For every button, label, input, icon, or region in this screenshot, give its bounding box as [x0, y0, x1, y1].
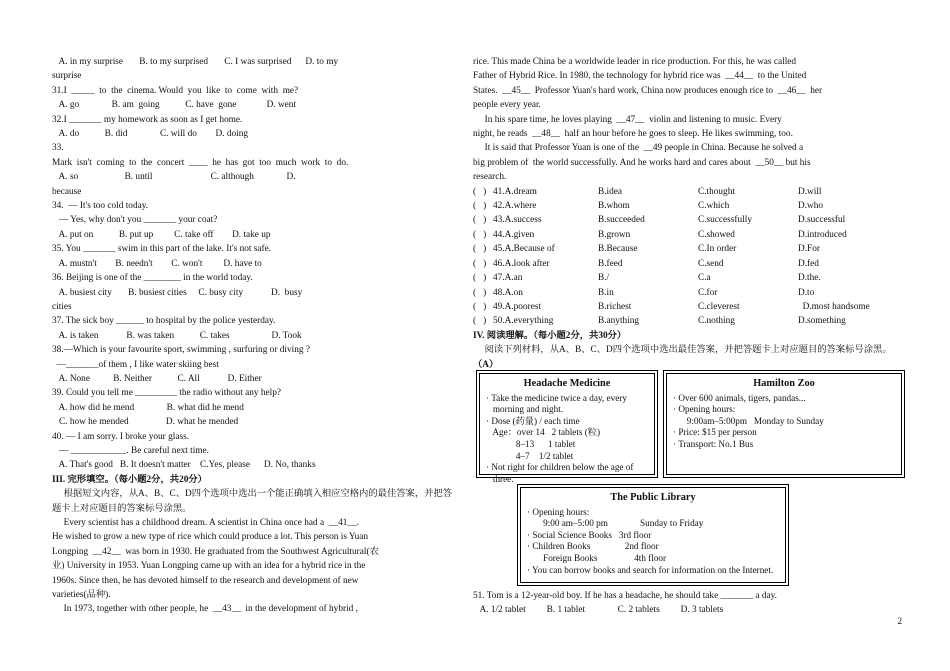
option-choice: 45.A.Because of [493, 244, 555, 255]
answer-bracket: ( ) [473, 229, 487, 240]
answer-bracket: ( ) [473, 316, 487, 327]
option-choice: C.showed [698, 229, 735, 240]
answer-bracket: ( ) [473, 186, 487, 197]
notice-line: 4–7 1/2 tablet [486, 450, 574, 461]
passage-line: 业) University in 1953. Yuan Longping came up with an idea for a hybrid rice in the [52, 561, 366, 572]
section4-heading: IV. 阅读理解。（每小题2分，共30分） [473, 330, 627, 341]
option-choice: D.successful [798, 215, 846, 226]
option-choice: D.something [798, 316, 846, 327]
question-51 [473, 589, 777, 618]
question-line: cities [52, 301, 72, 312]
right-column [473, 55, 903, 372]
notice-line: 8–13 1 tablet [486, 438, 576, 449]
notice-line: · Children Books 2nd floor [527, 541, 659, 552]
passage-line: night, he reads __48__ half an hour before he goes to sleep. He likes swimming, too. [473, 129, 793, 140]
question-line: 38.—Which is your favourite sport, swimming , surfuring or diving ? [52, 345, 310, 356]
passage-line: research. [473, 172, 507, 183]
answer-bracket: ( ) [473, 287, 487, 298]
option-choice: D.will [798, 186, 822, 197]
option-choice: C.which [698, 201, 730, 212]
option-choice: C.thought [698, 186, 735, 197]
passage-line: 1960s. Since then, he has devoted himself to the research and development of new [52, 575, 359, 586]
question-line: A. how did he mend B. what did he mend [52, 402, 244, 413]
reading-label: （A） [473, 359, 499, 370]
notice-line: 9:00am–5:00pm Monday to Sunday [673, 415, 824, 426]
option-choice: D.introduced [798, 229, 847, 240]
option-choice: 46.A.look after [493, 258, 550, 269]
option-choice: 44.A.given [493, 229, 535, 240]
passage-line: rice. This made China be a worldwide leader in rice production. For this, he was called [473, 57, 797, 67]
option-choice: 47.A.an [493, 273, 523, 284]
cloze-options [473, 185, 903, 329]
option-choice: 42.A.where [493, 201, 537, 212]
option-row [473, 242, 903, 256]
option-row [473, 257, 903, 271]
notice-line: · You can borrow books and search for information on the Internet. [527, 564, 774, 575]
passage-line: In his spare time, he loves playing __47__ violin and listening to music. Every [473, 114, 782, 125]
option-choice: B.idea [598, 186, 623, 197]
notice-line: · Dose (药量) / each time [486, 415, 580, 426]
question-line: A. go B. am going C. have gone D. went [52, 100, 297, 111]
passage-line: Every scientist has a childhood dream. A scientist in China once had a __41__. [52, 518, 359, 528]
passage-line: varieties(品种). [52, 590, 111, 601]
option-row [473, 286, 903, 300]
passage-line: It is said that Professor Yuan is one of the __49 people in China. Because he solved a [473, 143, 804, 154]
option-choice: C.cleverest [698, 301, 740, 312]
option-choice: 49.A.poorest [493, 301, 542, 312]
question-line: A. so B. until C. although D. [52, 172, 296, 183]
option-choice: B.whom [598, 201, 630, 212]
passage-line: people every year. [473, 100, 541, 111]
medicine-notice [479, 373, 655, 484]
question-line: A. is taken B. was taken C. takes D. Took [52, 330, 302, 341]
option-row [473, 199, 903, 213]
question-line: A. put on B. put up C. take off D. take up [52, 229, 271, 240]
answer-bracket: ( ) [473, 201, 487, 212]
passage-right [473, 55, 903, 185]
option-row [473, 300, 903, 314]
passage-line: States. __45__ Professor Yuan's hard work, China now produces enough rice to __46__ her [473, 85, 823, 96]
notice-line: · Over 600 animals, tigers, pandas... [673, 392, 806, 403]
question-line: A. busiest city B. busiest cities C. busy city D. busy [52, 287, 303, 298]
option-choice: C.nothing [698, 316, 735, 327]
option-choice: 50.A.everything [493, 316, 554, 327]
section3-heading: III. 完形填空。（每小题2分，共20分） [52, 474, 207, 485]
zoo-title: Hamilton Zoo [753, 378, 815, 389]
question-line: — Yes, why don't you _______ your coat? [52, 215, 218, 226]
library-lines [527, 507, 785, 577]
question-line: surprise [52, 71, 82, 82]
option-choice: C.successfully [698, 215, 752, 226]
library-title: The Public Library [610, 492, 696, 503]
passage-line: He wished to grow a new type of rice which could produce a lot. This person is Yuan [52, 532, 369, 543]
notice-line: Foreign Books 4th floor [527, 552, 667, 563]
notice-line: · Transport: No.1 Bus [673, 438, 754, 449]
question-51-options: A. 1/2 tablet B. 1 tablet C. 2 tablets D. 3 tablets [473, 605, 724, 616]
option-row [473, 314, 903, 328]
answer-bracket: ( ) [473, 258, 487, 269]
option-row [473, 271, 903, 285]
notice-line: · Not right for children below the age of [486, 462, 634, 473]
option-choice: B.succeeded [598, 215, 645, 226]
option-choice: 41.A.dream [493, 186, 537, 197]
medicine-title: Headache Medicine [523, 378, 611, 389]
question-line: 32.I _______ my homework as soon as I get home. [52, 114, 243, 125]
option-choice: C.In order [698, 244, 737, 255]
option-choice: D.most handsome [798, 301, 870, 312]
answer-bracket: ( ) [473, 244, 487, 255]
question-line: 39. Could you tell me _________ the radio without any help? [52, 388, 282, 399]
option-choice: C.for [698, 287, 718, 298]
question-line: 36. Beijing is one of the ________ in the world today. [52, 273, 253, 284]
option-row [473, 213, 903, 227]
option-row [473, 185, 903, 199]
question-line: because [52, 186, 82, 197]
question-list [52, 55, 457, 473]
option-choice: C.send [698, 258, 724, 269]
option-choice: 43.A.success [493, 215, 542, 226]
question-line: 40. — I am sorry. I broke your glass. [52, 431, 190, 442]
option-choice: B.Because [598, 244, 638, 255]
passage-line: Longping __42__ was born in 1930. He graduated from the Southwest Agricultural(农 [52, 546, 379, 557]
option-choice: B.feed [598, 258, 623, 269]
question-line: Mark isn't coming to the concert ____ he has got too much work to do. [52, 157, 349, 168]
question-line: A. in my surprise B. to my surprised C. I was surprised D. to my [52, 57, 339, 67]
question-line: A. None B. Neither C. All D. Either [52, 373, 262, 384]
question-line: — ____________. Be careful next time. [52, 445, 209, 456]
option-row [473, 228, 903, 242]
question-51-stem: 51. Tom is a 12-year-old boy. If he has a headache, he should take _______ a day. [473, 591, 777, 601]
answer-bracket: ( ) [473, 273, 487, 284]
question-line: 35. You _______ swim in this part of the lake. It's not safe. [52, 244, 272, 255]
question-line: A. do B. did C. will do D. doing [52, 129, 249, 140]
zoo-notice [666, 373, 902, 475]
zoo-lines [673, 393, 901, 451]
page-number: 2 [897, 616, 902, 626]
section3-instruction: 根据短文内容，从A、B、C、D四个选项中选出一个能正确填入相应空格内的最佳答案，并把答 [52, 489, 453, 500]
notice-line: · Price: $15 per person [673, 427, 757, 438]
passage-left [52, 516, 457, 617]
notice-line: · Opening hours: [527, 506, 590, 517]
option-choice: D.who [798, 201, 824, 212]
option-choice: B.anything [598, 316, 640, 327]
notice-line: 9:00 am–5:00 pm Sunday to Friday [527, 518, 704, 529]
section4-instruction: 阅读下列材料，从A、B、C、D四个选项中选出最佳答案，并把答题卡上对应题目的答案标号涂黑。 [473, 345, 892, 356]
passage-line: Father of Hybrid Rice. In 1980, the technology for hybrid rice was __44__ to the United [473, 71, 807, 82]
option-choice: B./ [598, 273, 610, 284]
question-line: —_______of them , I like water skiing best [52, 359, 219, 370]
medicine-lines [486, 393, 654, 486]
option-choice: D.to [798, 287, 815, 298]
option-choice: C.a [698, 273, 711, 284]
option-choice: 48.A.on [493, 287, 523, 298]
option-choice: D.fed [798, 258, 819, 269]
left-column [52, 55, 457, 617]
question-line: 33. [52, 143, 64, 154]
notice-line: morning and night. [486, 404, 564, 415]
option-choice: D.the. [798, 273, 821, 284]
notice-line: · Social Science Books 3rd floor [527, 529, 652, 540]
passage-line: In 1973, together with other people, he __43__ in the development of hybrid , [52, 604, 358, 615]
section3-instruction-cont: 题卡上对应题目的答案标号涂黑。 [52, 503, 192, 514]
passage-line: big problem of the world successfully. And he works hard and cares about __50__ but his [473, 157, 811, 168]
notice-line: three. [486, 473, 514, 484]
question-line: 34. — It's too cold today. [52, 201, 149, 212]
notice-line: · Take the medicine twice a day, every [486, 392, 627, 403]
option-choice: B.richest [598, 301, 632, 312]
answer-bracket: ( ) [473, 215, 487, 226]
question-line: A. mustn't B. needn't C. won't D. have to [52, 258, 262, 269]
answer-bracket: ( ) [473, 301, 487, 312]
question-line: C. how he mended D. what he mended [52, 417, 239, 428]
question-line: 37. The sick boy ______ to hospital by the police yesterday. [52, 316, 276, 327]
option-choice: D.For [798, 244, 820, 255]
option-choice: B.in [598, 287, 614, 298]
notice-line: Age：over 14 2 tablets (粒) [486, 427, 601, 438]
question-line: 31.I _____ to the cinema. Would you like to come with me? [52, 85, 299, 96]
question-line: A. That's good B. It doesn't matter C.Yes, please D. No, thanks [52, 460, 316, 471]
option-choice: B.grown [598, 229, 631, 240]
library-notice [520, 487, 786, 583]
notice-line: · Opening hours: [673, 404, 736, 415]
